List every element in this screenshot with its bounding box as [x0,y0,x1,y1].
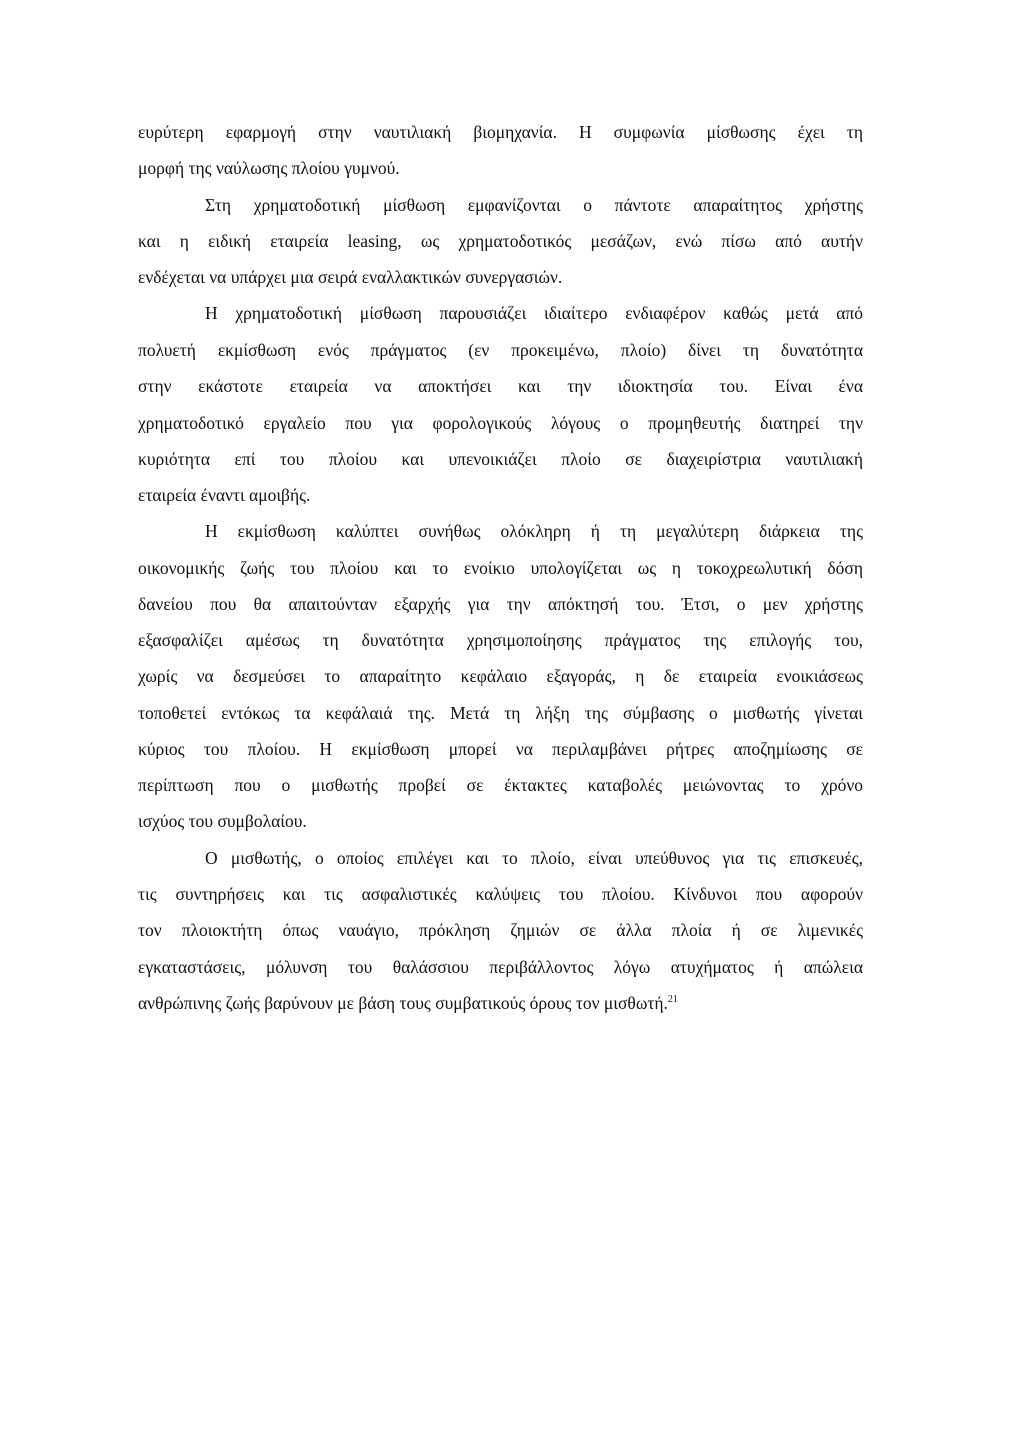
body-text-line: κυριότητα επί του πλοίου και υπενοικιάζει πλοίο σε διαχειρίστρια ναυτιλιακή [138,449,863,469]
body-text-line: Η εκμίσθωση καλύπτει συνήθως ολόκληρη ή τη μεγαλύτερη διάρκεια της [205,521,863,541]
body-text-line: κύριος του πλοίου. Η εκμίσθωση μπορεί να περιλαμβάνει ρήτρες αποζημίωσης σε [138,739,863,759]
body-text-line: πολυετή εκμίσθωση ενός πράγματος (εν προκειμένω, πλοίο) δίνει τη δυνατότητα [138,340,863,360]
body-text-line: οικονομικής ζωής του πλοίου και το ενοίκιο υπολογίζεται ως η τοκοχρεωλυτική δόση [138,558,863,578]
body-text-line: ενδέχεται να υπάρχει μια σειρά εναλλακτικών συνεργασιών. [138,267,563,287]
body-text-line: δανείου που θα απαιτούνταν εξαρχής για την απόκτησή του. Έτσι, ο μεν χρήστης [138,594,863,614]
body-text-line: ευρύτερη εφαρμογή στην ναυτιλιακή βιομηχανία. Η συμφωνία μίσθωσης έχει τη [138,122,863,142]
body-text-line: εξασφαλίζει αμέσως τη δυνατότητα χρησιμοποίησης πράγματος της επιλογής του, [138,630,863,650]
body-text-line: Ο μισθωτής, ο οποίος επιλέγει και το πλοίο, είναι υπεύθυνος για τις επισκευές, [205,848,863,868]
body-text-line [138,992,863,1014]
body-text-line: τις συντηρήσεις και τις ασφαλιστικές καλύψεις του πλοίου. Κίνδυνοι που αφορούν [138,884,863,904]
body-text-line: χωρίς να δεσμεύσει το απαραίτητο κεφάλαιο εξαγοράς, η δε εταιρεία ενοικιάσεως [138,666,863,686]
body-text-segment: ανθρώπινης ζωής βαρύνουν με βάση τους συμβατικούς όρους τον μισθωτή. [138,993,668,1013]
body-text-line: μορφή της ναύλωσης πλοίου γυμνού. [138,158,400,178]
body-text-line: Η χρηματοδοτική μίσθωση παρουσιάζει ιδιαίτερο ενδιαφέρον καθώς μετά από [205,303,863,323]
body-text-line: Στη χρηματοδοτική μίσθωση εμφανίζονται ο πάντοτε απαραίτητος χρήστης [205,195,863,215]
body-text-line: ισχύος του συμβολαίου. [138,811,307,831]
body-text-line: περίπτωση που ο μισθωτής προβεί σε έκτακτες καταβολές μειώνοντας το χρόνο [138,775,863,795]
body-text-line: και η ειδική εταιρεία leasing, ως χρηματοδοτικός μεσάζων, ενώ πίσω από αυτήν [138,231,863,251]
footnote-reference[interactable]: 21 [667,994,678,1006]
body-text-line: στην εκάστοτε εταιρεία να αποκτήσει και την ιδιοκτησία του. Είναι ένα [138,376,863,396]
body-text-line: τοποθετεί εντόκως τα κεφάλαιά της. Μετά τη λήξη της σύμβασης ο μισθωτής γίνεται [138,703,863,723]
body-text-line: εγκαταστάσεις, μόλυνση του θαλάσσιου περιβάλλοντος λόγω ατυχήματος ή απώλεια [138,957,863,977]
body-text-line: χρηματοδοτικό εργαλείο που για φορολογικούς λόγους ο προμηθευτής διατηρεί την [138,413,863,433]
body-text-line: εταιρεία έναντι αμοιβής. [138,485,311,505]
body-text-line: τον πλοιοκτήτη όπως ναυάγιο, πρόκληση ζημιών σε άλλα πλοία ή σε λιμενικές [138,920,863,940]
